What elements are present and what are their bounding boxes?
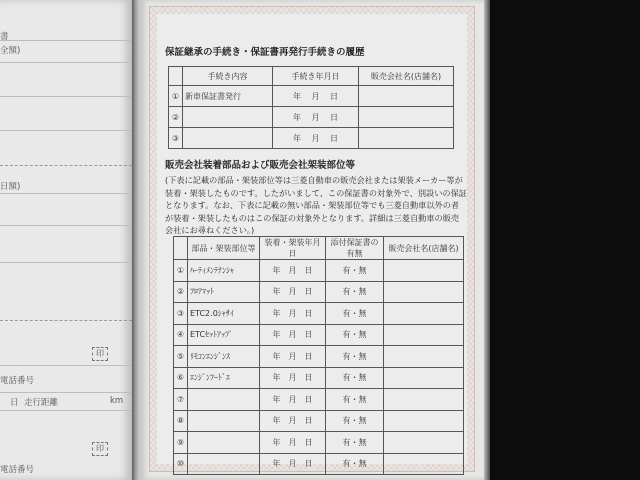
section-title: 販売会社装着部品および販売会社架装部位等 bbox=[165, 160, 356, 171]
seal-box: 印 bbox=[92, 347, 108, 361]
row-number: ⑩ bbox=[174, 453, 188, 475]
warranty-yes-no-cell: 有・無 bbox=[326, 260, 384, 282]
row-number: ③ bbox=[169, 128, 183, 149]
part-cell bbox=[188, 453, 260, 475]
warranty-yes-no-cell: 有・無 bbox=[326, 410, 384, 432]
dealer-cell bbox=[384, 303, 464, 325]
page-content bbox=[157, 14, 467, 469]
row-number: ② bbox=[174, 281, 188, 303]
table-header-row bbox=[174, 237, 464, 260]
table-header-cell: 添付保証書の有無 bbox=[326, 237, 384, 260]
row-number: ② bbox=[169, 107, 183, 128]
left-fragment: 電話番号 bbox=[0, 465, 35, 475]
table-header-cell: 販売会社名(店舗名) bbox=[359, 67, 454, 86]
dealer-cell bbox=[384, 389, 464, 411]
section-note: (下表に記載の部品・架装部位等は三菱自動車の販売会社または架装メーカー等が装着・架装したものです。したがいまして、この保証書の対象外で、別設いの保証となります。なお、下表に記載の無い部品・架装部位等でも三菱自動車以外の者が装着・架装したものはこの保証の対象外となります。詳細は三菱自動車の販売会社にお尋ねください。) bbox=[165, 175, 467, 235]
parts-table bbox=[173, 236, 464, 475]
table-row bbox=[174, 260, 464, 282]
dealer-cell bbox=[384, 260, 464, 282]
left-page bbox=[0, 0, 132, 480]
row-number: ⑤ bbox=[174, 346, 188, 368]
table-row bbox=[174, 367, 464, 389]
divider bbox=[0, 193, 132, 194]
date-cell: 年 月 日 bbox=[273, 128, 359, 149]
part-cell bbox=[188, 432, 260, 454]
row-number: ④ bbox=[174, 324, 188, 346]
table-header-row bbox=[169, 67, 454, 86]
row-number: ① bbox=[169, 86, 183, 107]
warranty-yes-no-cell: 有・無 bbox=[326, 281, 384, 303]
table-header-cell bbox=[174, 237, 188, 260]
warranty-yes-no-cell: 有・無 bbox=[326, 324, 384, 346]
dealer-cell bbox=[384, 346, 464, 368]
row-number: ① bbox=[174, 260, 188, 282]
divider bbox=[0, 410, 132, 411]
dealer-cell bbox=[384, 281, 464, 303]
row-number: ⑥ bbox=[174, 367, 188, 389]
date-cell: 年 月 日 bbox=[260, 389, 326, 411]
table-row bbox=[169, 107, 454, 128]
dealer-cell bbox=[359, 107, 454, 128]
divider bbox=[0, 365, 132, 366]
divider bbox=[0, 392, 132, 393]
left-fragment: 書 bbox=[0, 32, 9, 42]
procedure-cell: 新車保証書発行 bbox=[183, 86, 273, 107]
divider bbox=[0, 130, 132, 131]
date-cell: 年 月 日 bbox=[273, 86, 359, 107]
table-header-cell: 手続き内容 bbox=[183, 67, 273, 86]
section-title: 保証継承の手続き・保証書再発行手続きの履歴 bbox=[165, 47, 365, 58]
part-cell: ﾊｰﾃｨﾒﾝﾃﾅﾝｼｬ bbox=[188, 260, 260, 282]
divider bbox=[0, 262, 132, 263]
procedure-cell bbox=[183, 107, 273, 128]
page-edge bbox=[484, 0, 490, 480]
left-fragment: 日 bbox=[10, 398, 19, 408]
left-fragment: 全額) bbox=[0, 46, 21, 56]
table-header-cell: 販売会社名(店舗名) bbox=[384, 237, 464, 260]
history-table bbox=[168, 66, 454, 149]
date-cell: 年 月 日 bbox=[260, 260, 326, 282]
warranty-yes-no-cell: 有・無 bbox=[326, 389, 384, 411]
part-cell: ﾘﾓｺﾝｴﾝｼﾞﾝｽ bbox=[188, 346, 260, 368]
part-cell bbox=[188, 389, 260, 411]
left-fragment: km bbox=[110, 396, 124, 406]
table-row bbox=[174, 324, 464, 346]
left-fragment: 日額) bbox=[0, 182, 21, 192]
warranty-yes-no-cell: 有・無 bbox=[326, 303, 384, 325]
dealer-cell bbox=[384, 432, 464, 454]
date-cell: 年 月 日 bbox=[260, 324, 326, 346]
dealer-cell bbox=[384, 410, 464, 432]
left-fragment: 走行距離 bbox=[24, 398, 59, 408]
date-cell: 年 月 日 bbox=[273, 107, 359, 128]
warranty-yes-no-cell: 有・無 bbox=[326, 346, 384, 368]
table-row bbox=[174, 410, 464, 432]
dealer-cell bbox=[359, 128, 454, 149]
dealer-cell bbox=[359, 86, 454, 107]
cut-line bbox=[0, 165, 132, 166]
right-page bbox=[140, 0, 484, 480]
part-cell: ETCｾｯﾄｱｯﾌﾟ bbox=[188, 324, 260, 346]
procedure-cell bbox=[183, 128, 273, 149]
table-header-cell: 装着・架装年月日 bbox=[260, 237, 326, 260]
row-number: ⑨ bbox=[174, 432, 188, 454]
divider bbox=[0, 225, 132, 226]
date-cell: 年 月 日 bbox=[260, 410, 326, 432]
date-cell: 年 月 日 bbox=[260, 432, 326, 454]
part-cell bbox=[188, 410, 260, 432]
row-number: ⑦ bbox=[174, 389, 188, 411]
warranty-yes-no-cell: 有・無 bbox=[326, 367, 384, 389]
warranty-yes-no-cell: 有・無 bbox=[326, 453, 384, 475]
warranty-yes-no-cell: 有・無 bbox=[326, 432, 384, 454]
date-cell: 年 月 日 bbox=[260, 303, 326, 325]
part-cell: ETC2.0ｼｬｻｲ bbox=[188, 303, 260, 325]
table-row bbox=[174, 281, 464, 303]
table-row bbox=[169, 128, 454, 149]
table-header-cell: 部品・架装部位等 bbox=[188, 237, 260, 260]
ornamental-frame bbox=[149, 6, 475, 472]
book-gutter bbox=[132, 0, 140, 480]
table-row bbox=[174, 389, 464, 411]
table-header-cell: 手続き年月日 bbox=[273, 67, 359, 86]
divider bbox=[0, 96, 132, 97]
date-cell: 年 月 日 bbox=[260, 281, 326, 303]
divider bbox=[0, 62, 132, 63]
table-row bbox=[174, 346, 464, 368]
date-cell: 年 月 日 bbox=[260, 367, 326, 389]
table-row bbox=[169, 86, 454, 107]
row-number: ③ bbox=[174, 303, 188, 325]
row-number: ⑧ bbox=[174, 410, 188, 432]
divider bbox=[0, 40, 132, 41]
left-fragment: 電話番号 bbox=[0, 376, 35, 386]
date-cell: 年 月 日 bbox=[260, 346, 326, 368]
dealer-cell bbox=[384, 324, 464, 346]
part-cell: ｴﾝｼﾞﾝﾌｰﾄﾞｴ bbox=[188, 367, 260, 389]
cut-line bbox=[0, 320, 132, 321]
table-row bbox=[174, 303, 464, 325]
table-header-cell bbox=[169, 67, 183, 86]
table-row bbox=[174, 453, 464, 475]
table-row bbox=[174, 432, 464, 454]
dealer-cell bbox=[384, 367, 464, 389]
date-cell: 年 月 日 bbox=[260, 453, 326, 475]
dealer-cell bbox=[384, 453, 464, 475]
part-cell: ﾌﾛｱﾏｯﾄ bbox=[188, 281, 260, 303]
seal-box: 印 bbox=[92, 442, 108, 456]
